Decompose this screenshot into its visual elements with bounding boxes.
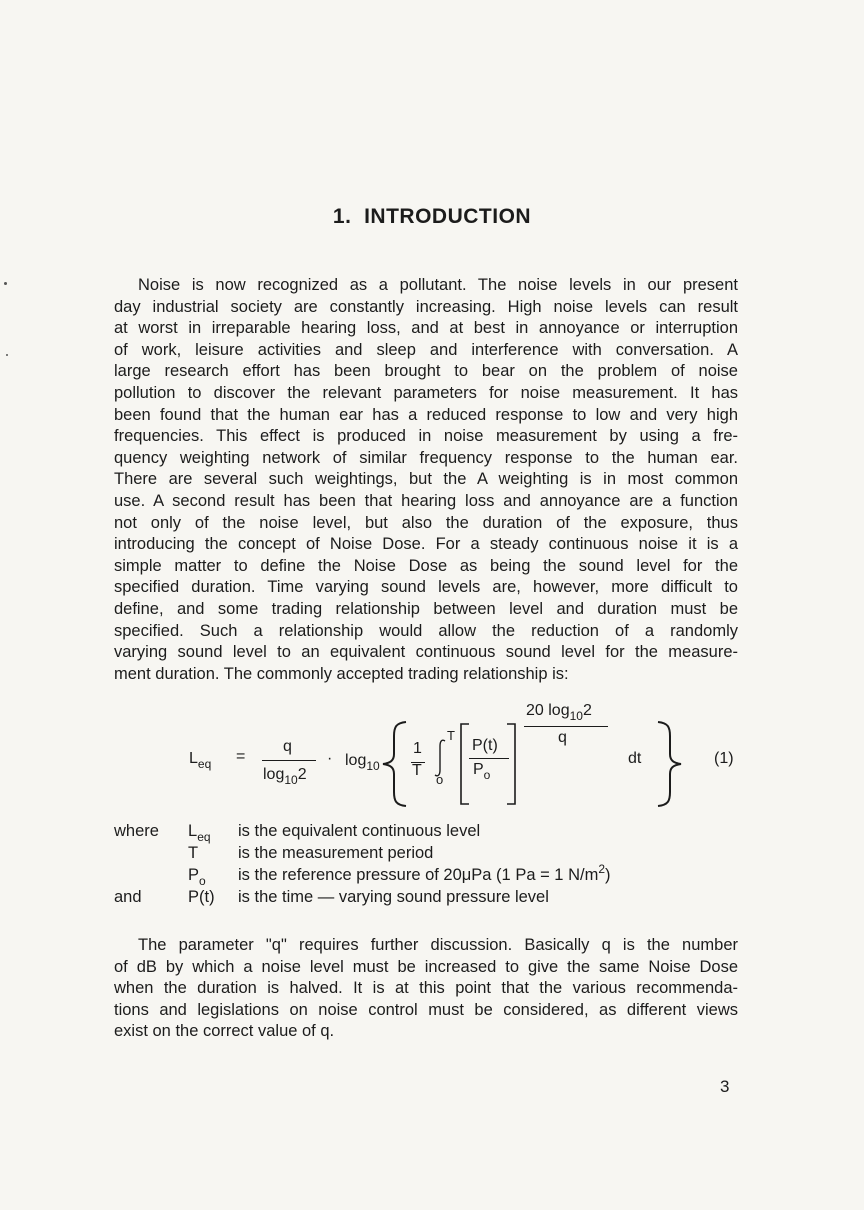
eq-ratio-numerator: P(t): [472, 737, 498, 754]
paragraph-line: of dB by which a noise level must be increased to give the same Noise Dose: [114, 957, 738, 976]
definition-description: is the time — varying sound pressure level: [238, 888, 549, 906]
page-number: 3: [720, 1077, 730, 1096]
eq-exponent-numerator: 20 $\log_{10}2$: [526, 702, 592, 723]
eq-coef-fraction-bar: [262, 760, 316, 761]
paragraph-line: pollution to discover the relevant parameters for noise measurement. It has: [114, 383, 738, 402]
eq-coef-numerator: q: [283, 738, 292, 755]
eq-int-lower: o: [436, 772, 444, 787]
paragraph-line: not only of the noise level, but also the duration of the exposure, thus: [114, 513, 738, 532]
q-paragraph: [114, 935, 738, 1043]
eq-dt: dt: [628, 750, 642, 767]
definition-symbol: $P_o$: [188, 866, 206, 888]
paragraph-line: simple matter to define the Noise Dose as being the sound level for the: [114, 556, 738, 575]
scan-speck: [6, 354, 8, 356]
eq-int-upper: T: [447, 728, 455, 743]
paragraph-line: been found that the human ear has a reduced response to low and very high: [114, 405, 738, 424]
section-title: INTRODUCTION: [364, 205, 532, 228]
section-heading: [0, 205, 864, 229]
definition-description: is the measurement period: [238, 844, 434, 862]
definition-description: is the equivalent continuous level: [238, 822, 481, 840]
eq-coef-denominator: $\log_{10}2$: [263, 766, 307, 787]
paragraph-line: Noise is now recognized as a pollutant. The noise levels in our present: [138, 276, 738, 294]
eq-ratio-denominator: $P_o$: [473, 761, 491, 782]
left-brace-icon: [380, 720, 412, 808]
definition-description: is the reference pressure of 20μPa (1 Pa = 1 $N/m^2$): [238, 862, 611, 884]
paragraph-line: The parameter "q" requires further discussion. Basically q is the number: [138, 936, 738, 954]
paragraph-line: when the duration is halved. It is at this point that the various recommenda-: [114, 979, 738, 998]
section-number: 1.: [332, 205, 352, 228]
paragraph-line: use. A second result has been that hearing loss and annoyance are a function: [114, 491, 738, 510]
paragraph-line: specified duration. Time varying sound levels are, however, more difficult to: [114, 578, 738, 597]
paragraph-line: day industrial society are constantly increasing. High noise levels can result: [114, 297, 738, 316]
paragraph-line: tions and legislations on noise control must be considered, as different views: [114, 1000, 738, 1019]
paragraph-line: large research effort has been brought to bear on the problem of noise: [114, 362, 738, 381]
eq-dot: ·: [327, 750, 333, 767]
eq-exponent-denominator: q: [558, 729, 567, 746]
eq-ratio-bar: [469, 758, 509, 759]
definition-lead: where: [114, 822, 159, 840]
definition-symbol: P(t): [188, 888, 215, 906]
paragraph-line: at worst in irreparable hearing loss, and at best in annoyance or interruption: [114, 319, 738, 338]
eq-lhs: $L_{eq}$: [189, 750, 212, 771]
eq-number: (1): [714, 750, 734, 767]
intro-paragraph: [114, 275, 738, 685]
eq-T: T: [412, 762, 422, 779]
paragraph-line: specified. Such a relationship would allow the reduction of a randomly: [114, 621, 738, 640]
paragraph-line: introducing the concept of Noise Dose. For a steady continuous noise it is a: [114, 535, 738, 554]
paragraph-line: varying sound level to an equivalent continuous sound level for the measure-: [114, 643, 738, 662]
equation-leq: [0, 702, 864, 812]
paragraph-line: ment duration. The commonly accepted trading relationship is:: [114, 664, 569, 683]
eq-log: $\log_{10}$: [345, 752, 380, 773]
right-brace-icon: [652, 720, 684, 808]
paragraph-line: of work, leisure activities and sleep and interference with conversation. A: [114, 340, 738, 359]
paragraph-line: frequencies. This effect is produced in noise measurement by using a fre-: [114, 427, 738, 446]
definition-symbol: $L_{eq}$: [188, 822, 211, 844]
paragraph-line: There are several such weightings, but the A weighting is in most common: [114, 470, 738, 489]
paragraph-line: exist on the correct value of q.: [114, 1022, 335, 1041]
eq-one: 1: [413, 740, 422, 757]
definition-lead: and: [114, 888, 142, 906]
paragraph-line: define, and some trading relationship between level and duration must be: [114, 599, 738, 618]
paragraph-line: quency weighting network of similar frequency response to the human ear.: [114, 448, 738, 467]
eq-exponent-bar: [524, 726, 608, 727]
definition-symbol: T: [188, 844, 199, 862]
scan-speck: [4, 282, 7, 285]
eq-equals: =: [236, 748, 246, 765]
